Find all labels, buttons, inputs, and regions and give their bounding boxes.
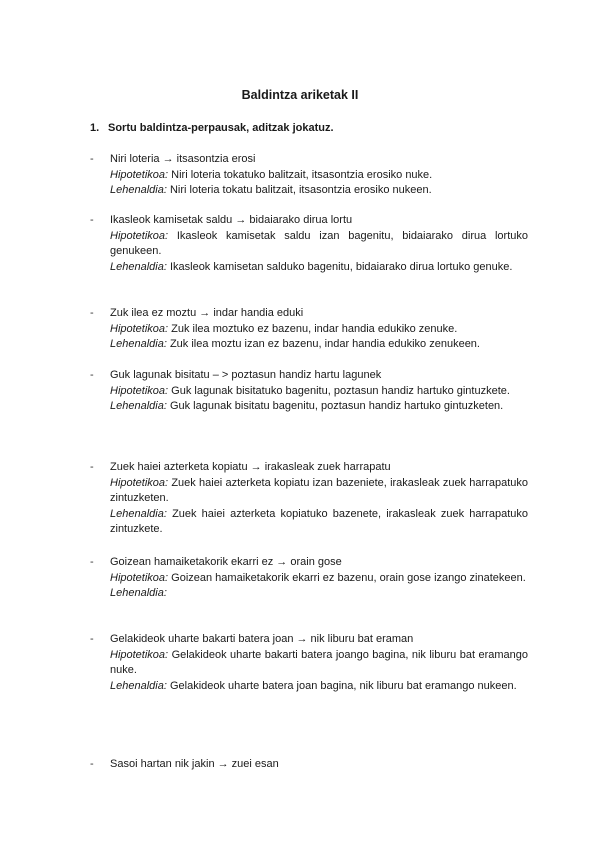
hipotetikoa-label: Hipotetikoa: xyxy=(110,322,169,335)
hipotetikoa-label: Hipotetikoa: xyxy=(110,384,169,397)
lehenaldia-label: Lehenaldia: xyxy=(110,507,167,520)
exercise-item-7 xyxy=(90,632,528,694)
item-prompt: Sasoi hartan nik jakin → zuei esan xyxy=(110,758,279,770)
exercise-item-5 xyxy=(90,460,528,538)
lehenaldia-answer: Guk lagunak bisitatu bagenitu, poztasun handiz hartuko gintuzketen. xyxy=(169,400,504,412)
lehenaldia-line xyxy=(110,679,528,695)
bullet-dash: - xyxy=(90,758,94,770)
hipotetikoa-line xyxy=(110,384,528,400)
lehenaldia-label: Lehenaldia: xyxy=(110,679,167,692)
lehenaldia-label: Lehenaldia: xyxy=(110,338,167,350)
hipotetikoa-answer: Ikasleok kamisetak saldu izan bagenitu, bidaiarako dirua lortuko genukeen. xyxy=(110,229,529,257)
lehenaldia-line xyxy=(110,260,528,276)
bullet-dash: - xyxy=(90,633,94,645)
hipotetikoa-line xyxy=(110,168,528,184)
bullet-dash: - xyxy=(90,369,94,381)
hipotetikoa-line xyxy=(110,229,528,260)
lehenaldia-line xyxy=(110,399,528,415)
lehenaldia-label: Lehenaldia: xyxy=(110,184,167,196)
lehenaldia-line xyxy=(110,183,528,199)
hipotetikoa-line xyxy=(110,648,528,679)
lehenaldia-line xyxy=(110,507,528,538)
lehenaldia-label: Lehenaldia: xyxy=(110,587,167,599)
exercise-item-1 xyxy=(90,152,528,199)
lehenaldia-answer: Gelakideok uharte batera joan bagina, nik liburu bat eramango nukeen. xyxy=(169,679,517,692)
lehenaldia-answer: Zuek haiei azterketa kopiatuko bazenete, irakasleak zuek harrapatuko zintuzkete. xyxy=(110,507,528,535)
bullet-dash: - xyxy=(90,307,94,319)
item-prompt: Niri loteria → itsasontzia erosi xyxy=(110,153,256,165)
exercise-item-2 xyxy=(90,213,528,275)
hipotetikoa-line xyxy=(110,571,528,587)
hipotetikoa-answer: Zuk ilea moztuko ez bazenu, indar handia edukiko zenuke. xyxy=(171,322,458,335)
item-prompt: Guk lagunak bisitatu – > poztasun handiz hartu lagunek xyxy=(110,369,382,381)
hipotetikoa-label: Hipotetikoa: xyxy=(110,168,169,181)
hipotetikoa-answer: Guk lagunak bisitatuko bagenitu, poztasun handiz hartuko gintuzkete. xyxy=(171,384,510,397)
hipotetikoa-label: Hipotetikoa: xyxy=(110,571,169,584)
item-prompt: Gelakideok uharte bakarti batera joan → nik liburu bat eraman xyxy=(110,633,414,645)
exercise-item-6 xyxy=(90,555,528,602)
hipotetikoa-answer: Gelakideok uharte bakarti batera joango bagina, nik liburu bat eramango nuke. xyxy=(110,648,529,676)
hipotetikoa-answer: Zuek haiei azterketa kopiatu izan bazeniete, irakasleak zuek harrapatuko zintuzketen. xyxy=(110,476,528,504)
bullet-dash: - xyxy=(90,214,94,226)
hipotetikoa-answer: Niri loteria tokatuko balitzait, itsasontzia erosiko nuke. xyxy=(171,168,433,181)
lehenaldia-answer: Ikasleok kamisetan salduko bagenitu, bidaiarako dirua lortuko genuke. xyxy=(169,260,513,273)
hipotetikoa-line xyxy=(110,476,528,507)
lehenaldia-answer: Niri loteria tokatu balitzait, itsasontzia erosiko nukeen. xyxy=(169,184,432,196)
hipotetikoa-line xyxy=(110,322,528,338)
page-title: Baldintza ariketak II xyxy=(241,88,359,102)
lehenaldia-label: Lehenaldia: xyxy=(110,400,167,412)
lehenaldia-line xyxy=(110,337,528,353)
exercise-instruction: Sortu baldintza-perpausak, aditzak jokatuz. xyxy=(108,122,334,134)
item-prompt: Zuk ilea ez moztu → indar handia eduki xyxy=(110,307,304,319)
exercise-item-8 xyxy=(90,757,528,773)
hipotetikoa-label: Hipotetikoa: xyxy=(110,229,169,242)
item-prompt: Ikasleok kamisetak saldu → bidaiarako dirua lortu xyxy=(110,214,353,226)
hipotetikoa-label: Hipotetikoa: xyxy=(110,648,169,661)
exercise-heading xyxy=(90,122,334,134)
hipotetikoa-label: Hipotetikoa: xyxy=(110,476,169,489)
bullet-dash: - xyxy=(90,153,94,165)
lehenaldia-line xyxy=(110,586,528,602)
exercise-item-3 xyxy=(90,306,528,353)
exercise-item-4 xyxy=(90,368,528,415)
hipotetikoa-answer: Goizean hamaiketakorik ekarri ez bazenu, orain gose izango zinatekeen. xyxy=(171,571,526,584)
lehenaldia-answer: Zuk ilea moztu izan ez bazenu, indar handia edukiko zenukeen. xyxy=(169,338,480,350)
item-prompt: Goizean hamaiketakorik ekarri ez → orain gose xyxy=(110,556,342,568)
bullet-dash: - xyxy=(90,461,94,473)
lehenaldia-label: Lehenaldia: xyxy=(110,260,167,273)
bullet-dash: - xyxy=(90,556,94,568)
exercise-number: 1. xyxy=(90,122,100,134)
item-prompt: Zuek haiei azterketa kopiatu → irakasleak zuek harrapatu xyxy=(110,461,391,473)
